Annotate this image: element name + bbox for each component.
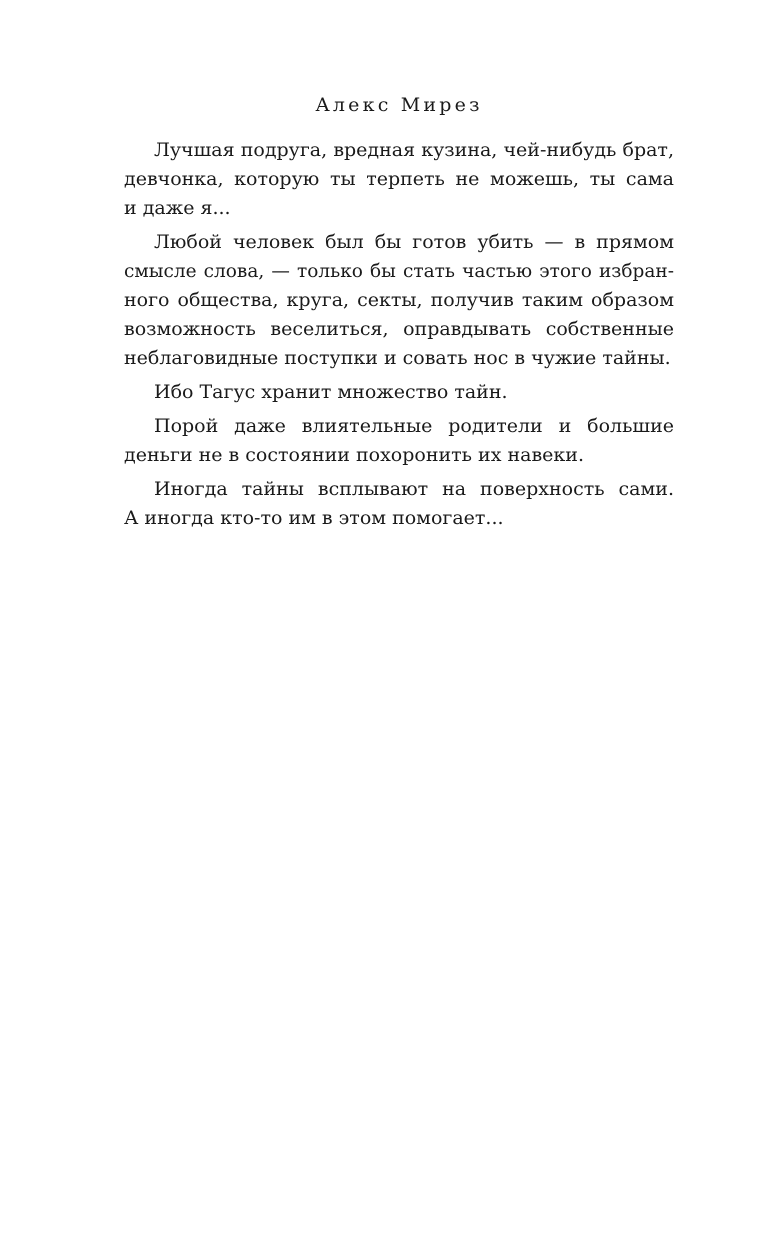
text-line: А иногда кто-то им в этом помогает...: [124, 507, 504, 529]
text-line: смысле слова, — только бы стать частью этого избран-: [124, 261, 674, 282]
running-header-author: Алекс Мирез: [315, 94, 483, 116]
text-line: Ибо Тагус хранит множество тайн.: [154, 381, 508, 403]
paragraph: [124, 378, 674, 407]
text-line: Иногда тайны всплывают на поверхность сами.: [154, 478, 674, 500]
book-page: [124, 92, 674, 538]
text-line: девчонка, которую ты терпеть не можешь, ты сама: [124, 168, 674, 190]
text-line: Любой человек был бы готов убить — в прямом: [154, 231, 674, 253]
paragraph: [124, 412, 674, 470]
text-line: Порой даже влиятельные родители и большие: [154, 415, 674, 437]
text-line: ного общества, круга, секты, получив таким образом: [124, 289, 674, 311]
paragraph: [124, 136, 674, 223]
body-text: [124, 136, 674, 533]
text-line: неблаговидные поступки и совать нос в чужие тайны.: [124, 347, 671, 369]
text-line: и даже я...: [124, 197, 231, 219]
text-line: деньги не в состоянии похоронить их навеки.: [124, 444, 584, 466]
text-line: возможность веселиться, оправдывать собственные: [124, 318, 674, 340]
paragraph: [124, 475, 674, 533]
text-line: Лучшая подруга, вредная кузина, чей-нибудь брат,: [154, 139, 674, 161]
paragraph: [124, 228, 674, 373]
